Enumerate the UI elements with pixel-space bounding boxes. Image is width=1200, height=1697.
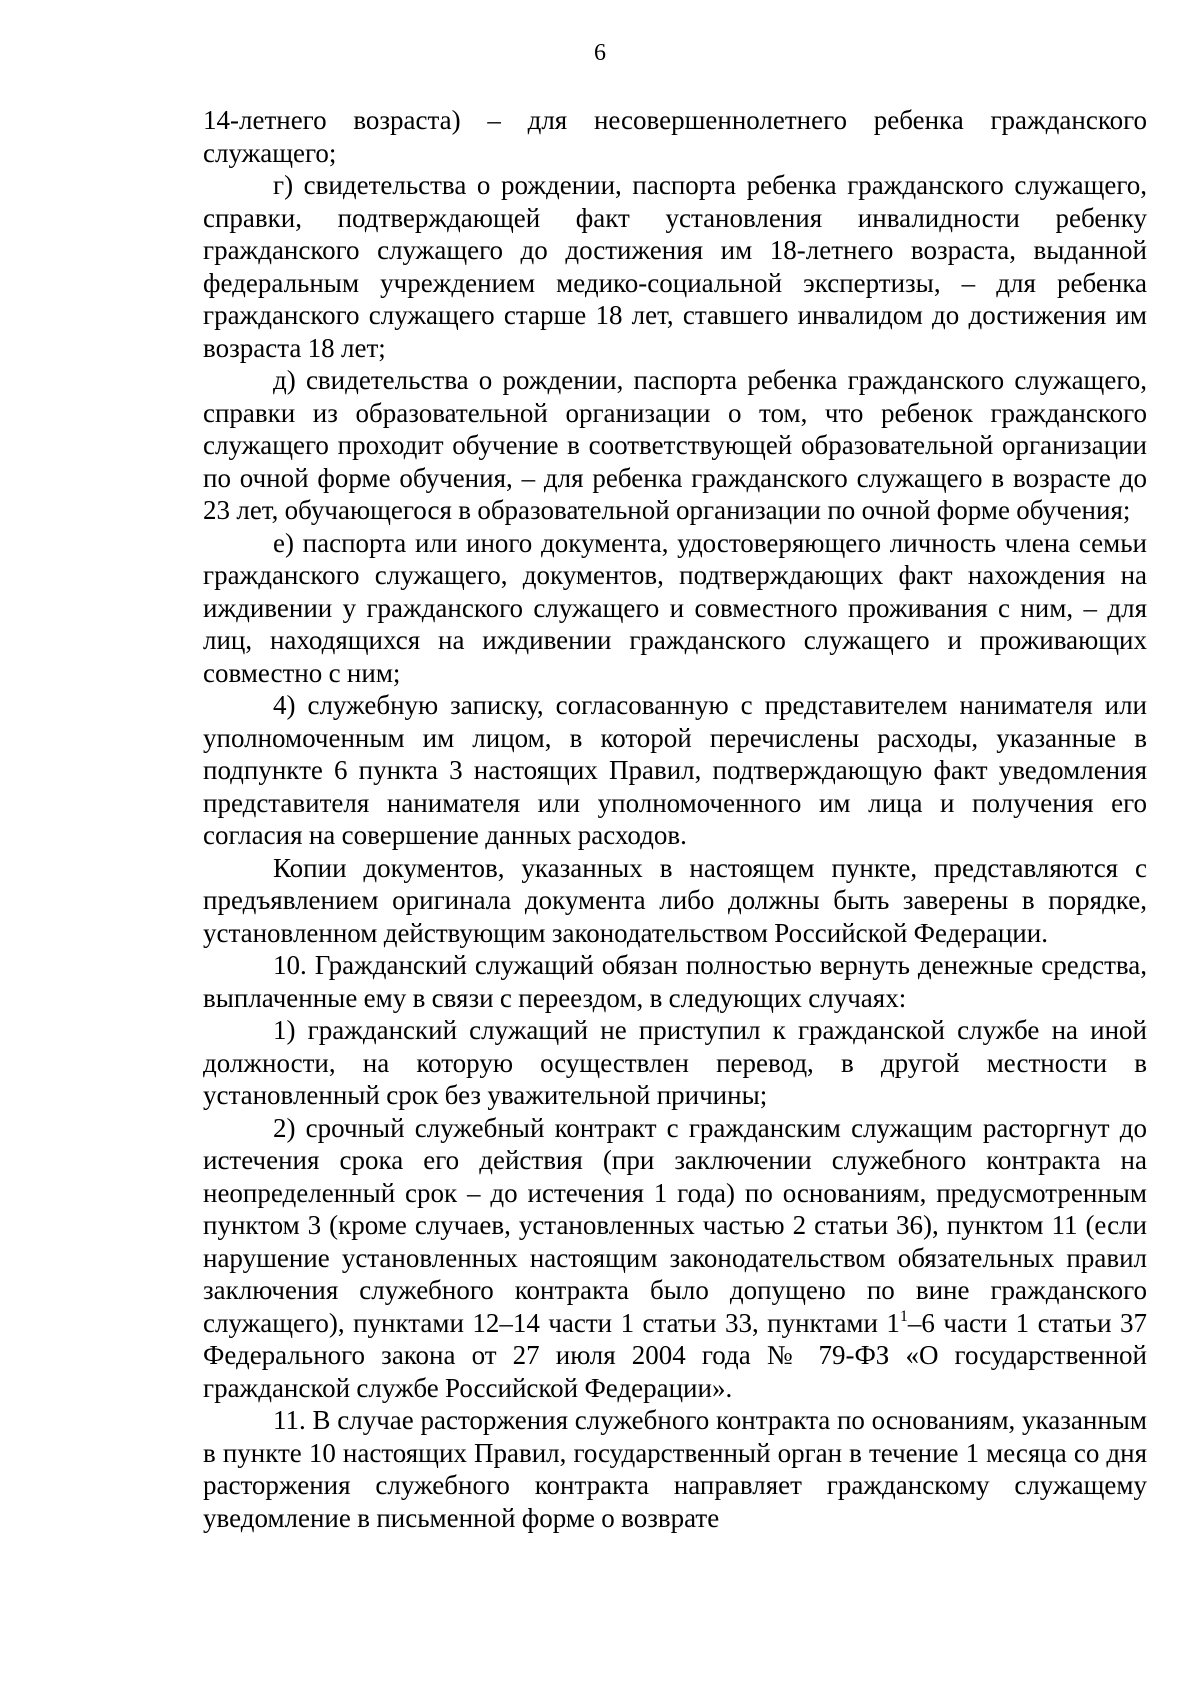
list-item-4: 4) служебную записку, согласованную с представителем нанимателя или уполномоченным им лицом, в которой перечислены расходы, указанные в подпункте 6 пункта 3 настоящих Правил, подтверждающую факт уведомления представителя нанимателя или уполномоченного им лица и получения его согласия на совершение данных расходов.: [203, 690, 1147, 850]
clause-10-item-2: [203, 1112, 1147, 1405]
paragraph-copies: Копии документов, указанных в настоящем пункте, представляются с предъявлением оригинала документа либо должны быть заверены в порядке, установленном действующим законодательством Российской Федерации.: [203, 852, 1147, 948]
superscript-one: 1: [899, 1307, 908, 1325]
clause-10: 10. Гражданский служащий обязан полностью вернуть денежные средства, выплаченные ему в связи с переездом, в следующих случаях:: [203, 950, 1147, 1013]
clause-11: 11. В случае расторжения служебного контракта по основаниям, указанным в пункте 10 настоящих Правил, государственный орган в течение 1 месяца со дня расторжения служебного контракта направляет гражданскому служащему уведомление в письменной форме о возврате: [203, 1405, 1147, 1533]
clause-10-item-1: 1) гражданский служащий не приступил к гражданской службе на иной должности, на которую осуществлен перевод, в другой местности в установленный срок без уважительной причины;: [203, 1015, 1147, 1110]
list-item-d: д) свидетельства о рождении, паспорта ребенка гражданского служащего, справки из образовательной организации о том, что ребенок гражданского служащего проходит обучение в соответствующей образовательной организации по очной форме обучения, – для ребенка гражданского служащего в возрасте до 23 лет, обучающегося в образовательной организации по очной форме обучения;: [203, 365, 1147, 525]
paragraph-continuation: 14-летнего возраста) – для несовершеннолетнего ребенка гражданского служащего;: [203, 105, 1147, 168]
clause-10-item-2-text-before: 2) срочный служебный контракт с гражданским служащим расторгнут до истечения срока его действия (при заключении служебного контракта на неопределенный срок – до истечения 1 года) по основаниям, предусмотренным пунктом 3 (кроме случаев, установленных частью 2 статьи 36), пунктом 11 (если нарушение установленных настоящим законодательством обязательных правил заключения служебного контракта было допущено по вине гражданского служащего), пунктами 12–14 части 1 статьи 33, пунктами 1: [203, 1112, 1147, 1338]
list-item-g: г) свидетельства о рождении, паспорта ребенка гражданского служащего, справки, подтверждающей факт установления инвалидности ребенку гражданского служащего до достижения им 18-летнего возраста, выданной федеральным учреждением медико-социальной экспертизы, – для ребенка гражданского служащего старше 18 лет, ставшего инвалидом до достижения им возраста 18 лет;: [203, 170, 1147, 363]
clause-10-item-2-text-after: –6 части 1 статьи 37 Федерального закона от 27 июля 2004 года № 79-ФЗ «О государственной гражданской службе Российской Федерации».: [203, 1307, 1147, 1403]
list-item-e: е) паспорта или иного документа, удостоверяющего личность члена семьи гражданского служащего, документов, подтверждающих факт нахождения на иждивении у гражданского служащего и совместного проживания с ним, – для лиц, находящихся на иждивении гражданского служащего и проживающих совместно с ним;: [203, 527, 1147, 688]
document-body: [203, 104, 1147, 1534]
page-number: 6: [594, 40, 606, 66]
